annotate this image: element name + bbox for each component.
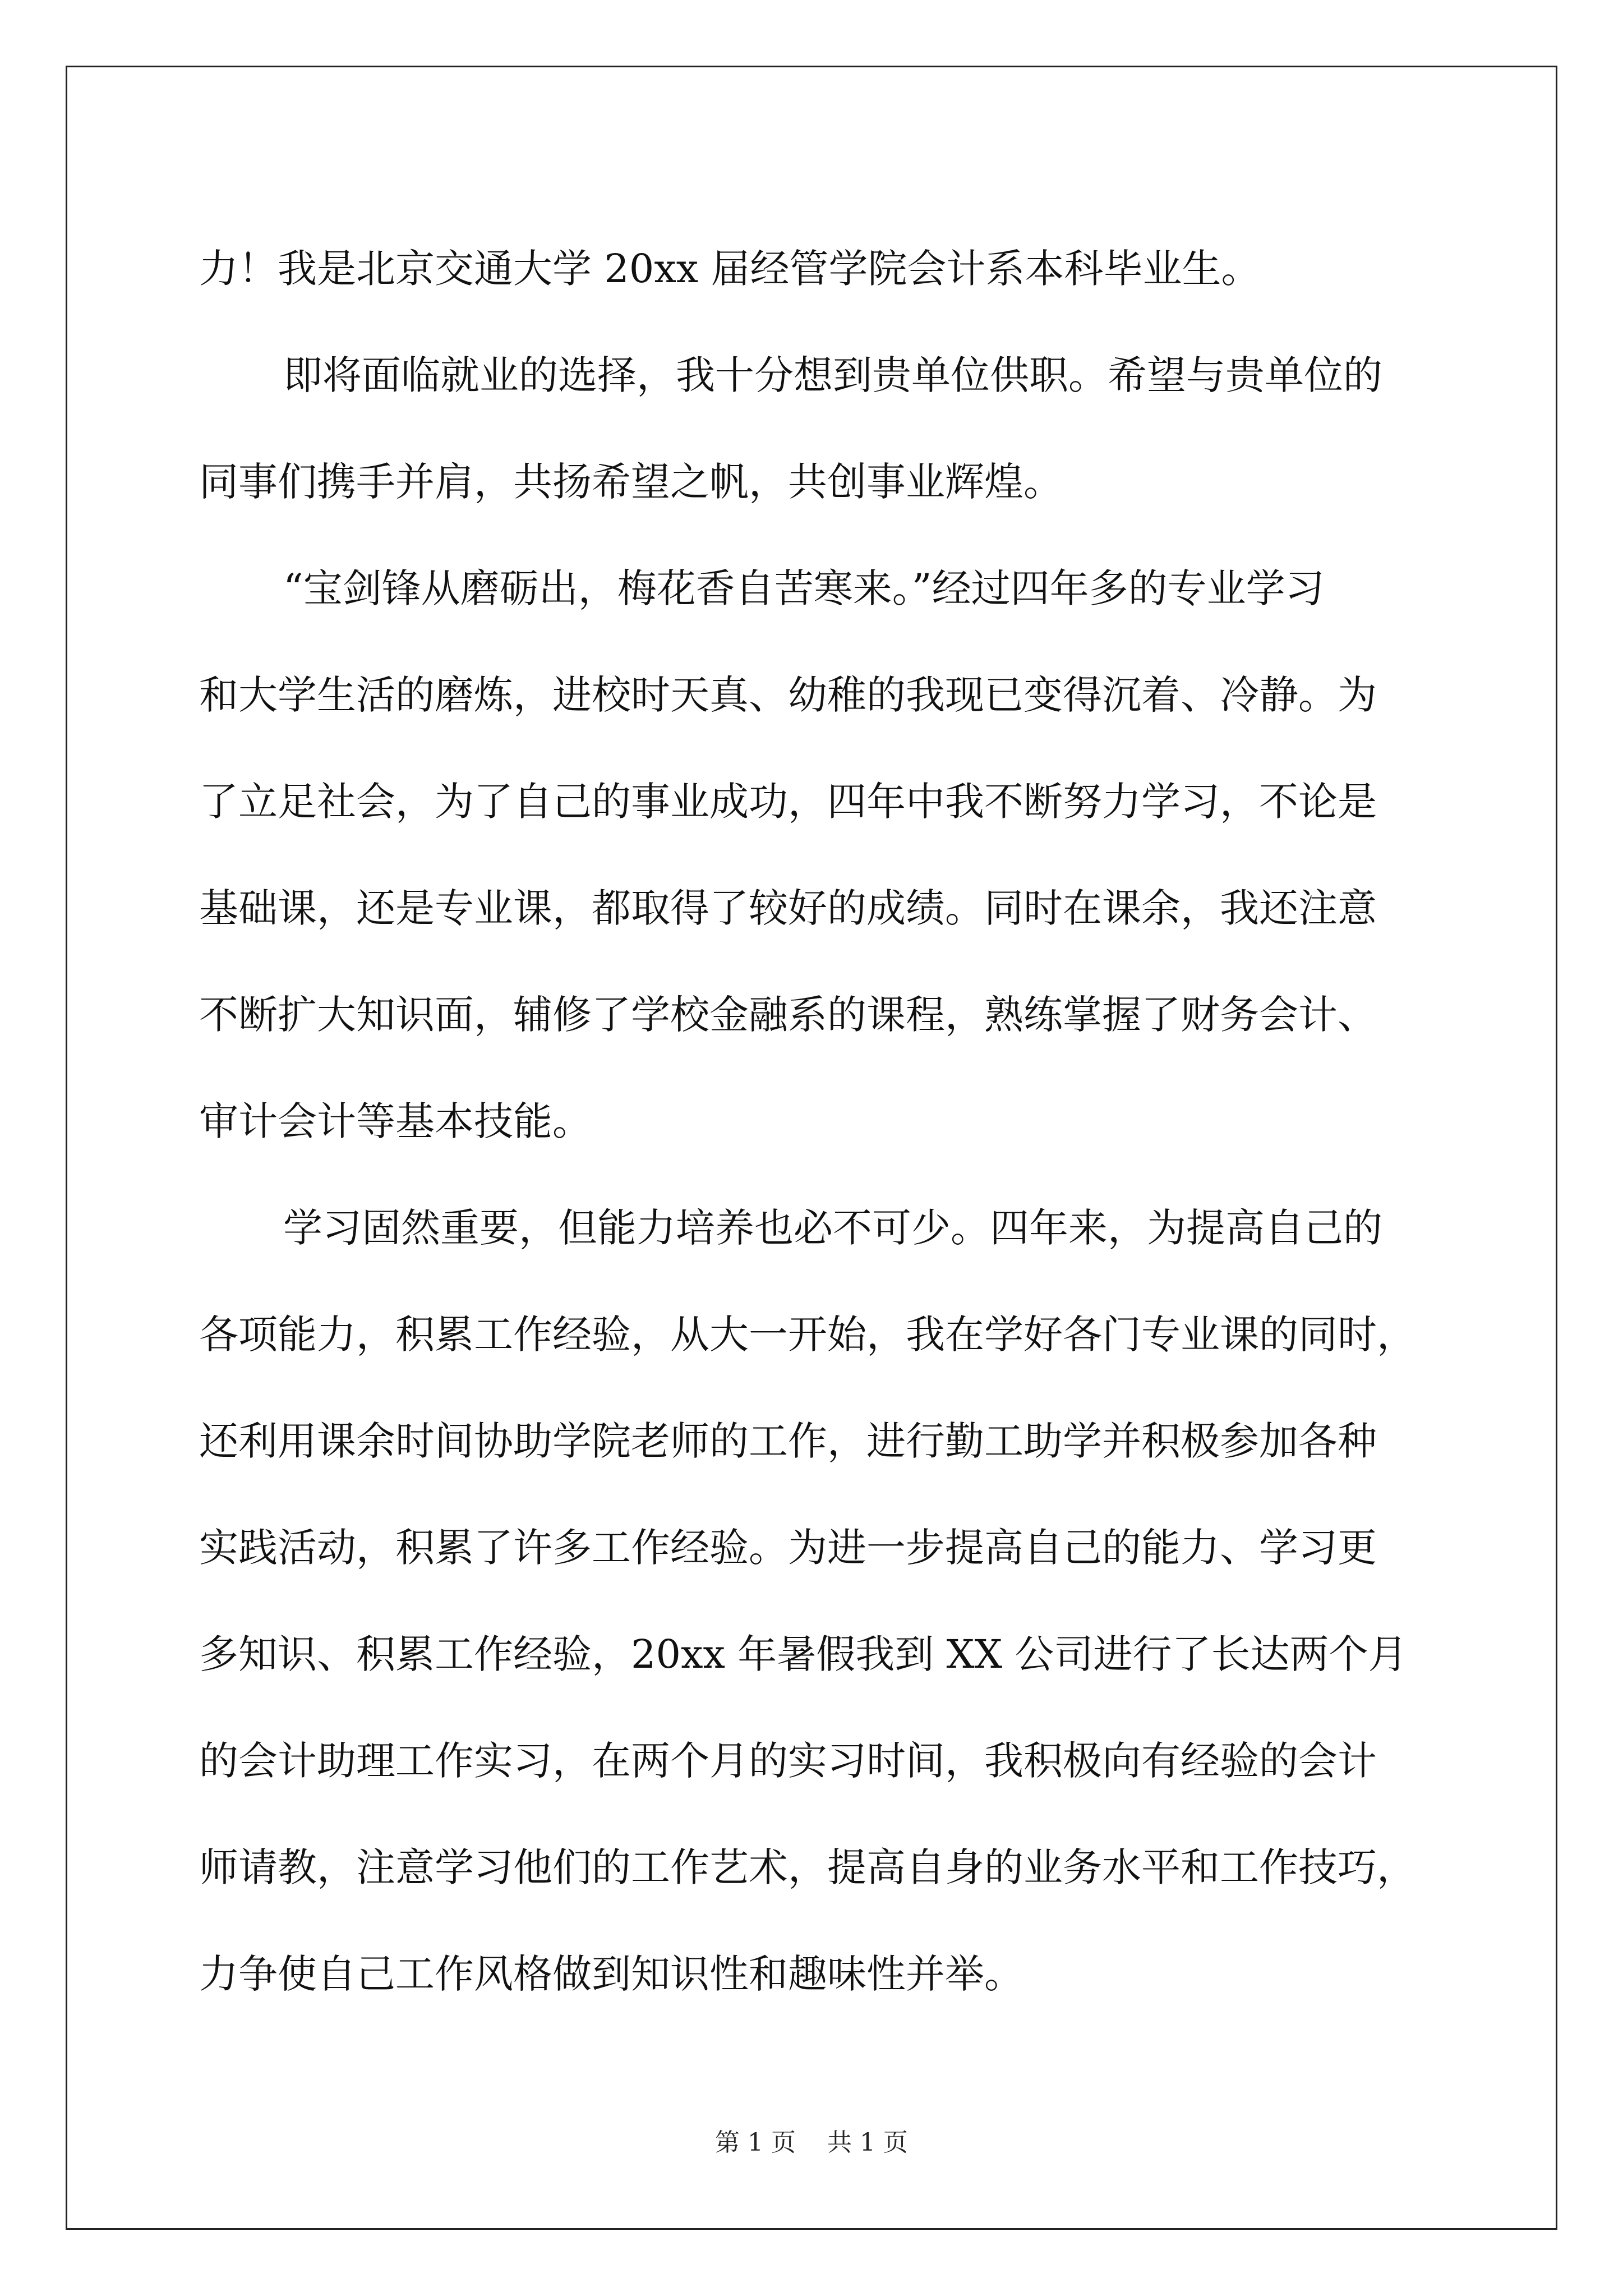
text-line: 力争使自己工作风格做到知识性和趣味性并举。 — [199, 1951, 1023, 1997]
text-line: 实践活动，积累了许多工作经验。为进一步提高自己的能力、学习更 — [199, 1525, 1377, 1571]
text-line: 同事们携手并肩，共扬希望之帆，共创事业辉煌。 — [199, 459, 1063, 505]
text-line: 了立足社会，为了自己的事业成功，四年中我不断努力学习，不论是 — [199, 779, 1377, 825]
page-footer: 第 1 页 共 1 页 — [715, 2128, 908, 2157]
document-body — [199, 215, 1433, 2027]
text-line: “宝剑锋从磨砺出，梅花香自苦寒来。”经过四年多的专业学习 — [283, 565, 1325, 611]
text-line: 还利用课余时间协助学院老师的工作，进行勤工助学并积极参加各种 — [199, 1418, 1377, 1464]
text-line: 各项能力，积累工作经验，从大一开始，我在学好各门专业课的同时， — [199, 1312, 1416, 1358]
text-line: 即将面临就业的选择，我十分想到贵单位供职。希望与贵单位的 — [283, 352, 1382, 398]
text-line: 学习固然重要，但能力培养也必不可少。四年来，为提高自己的 — [283, 1205, 1382, 1251]
text-line: 基础课，还是专业课，都取得了较好的成绩。同时在课余，我还注意 — [199, 885, 1377, 931]
text-line: 力！我是北京交通大学 20xx 届经管学院会计系本科毕业生。 — [199, 246, 1261, 292]
text-line: 的会计助理工作实习，在两个月的实习时间，我积极向有经验的会计 — [199, 1738, 1377, 1784]
text-line: 审计会计等基本技能。 — [199, 1098, 592, 1144]
text-line: 多知识、积累工作经验，20xx 年暑假我到 XX 公司进行了长达两个月 — [199, 1631, 1408, 1677]
text-line: 不断扩大知识面，辅修了学校金融系的课程，熟练掌握了财务会计、 — [199, 992, 1377, 1038]
text-line: 师请教，注意学习他们的工作艺术，提高自身的业务水平和工作技巧， — [199, 1844, 1416, 1890]
text-line: 和大学生活的磨炼，进校时天真、幼稚的我现已变得沉着、冷静。为 — [199, 672, 1377, 718]
